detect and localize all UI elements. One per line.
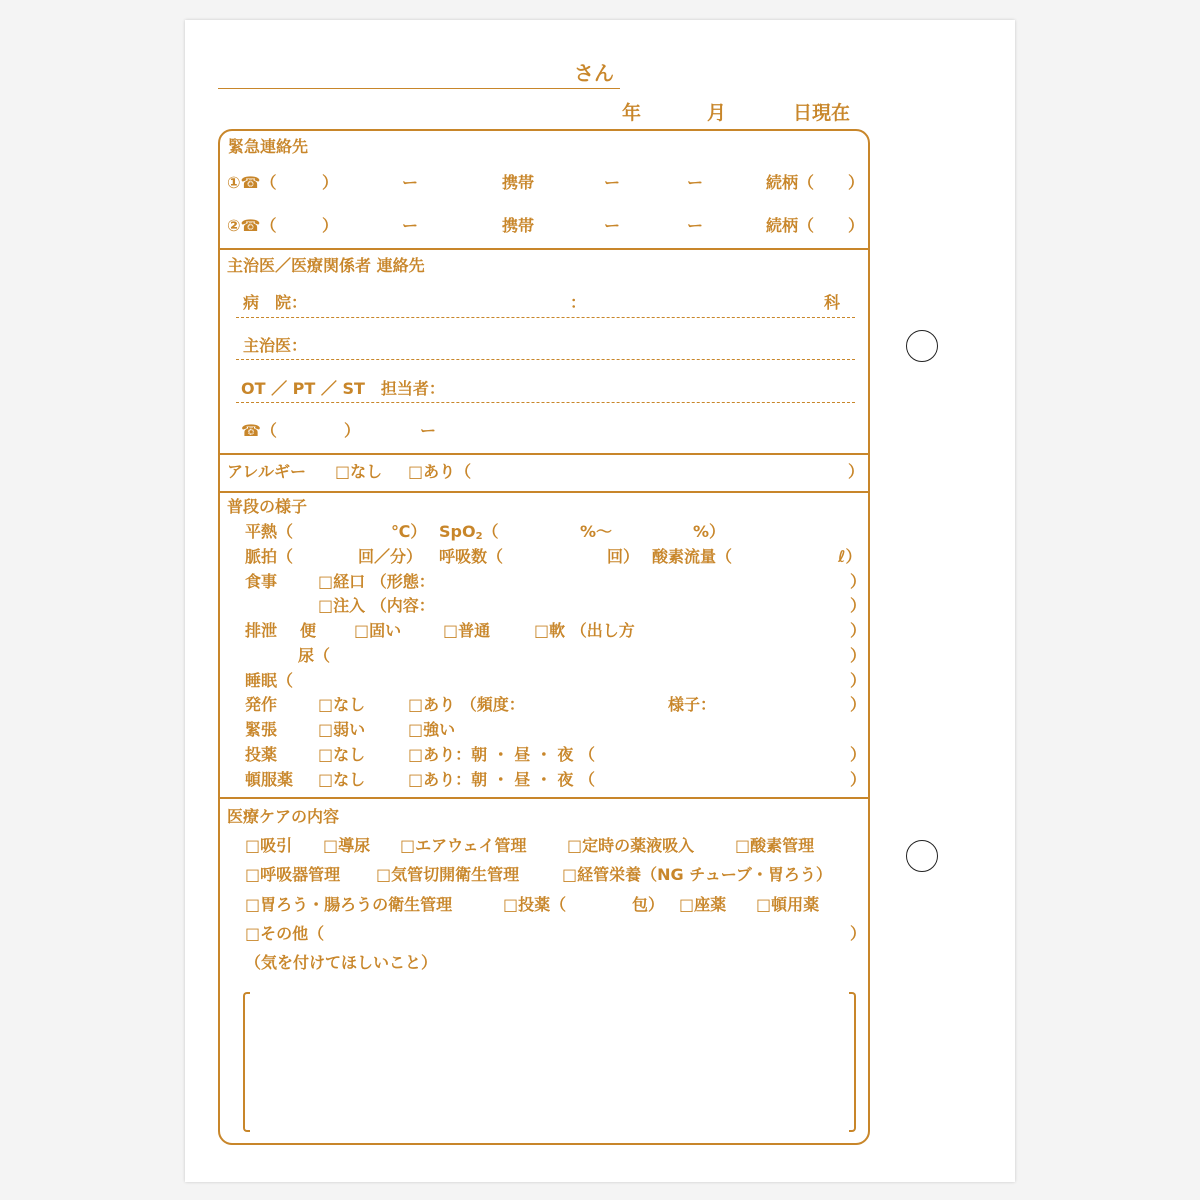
tension-weak-checkbox[interactable]: □弱い [318,720,366,739]
care-stoma-checkbox[interactable]: □胃ろう・腸ろうの衛生管理 [245,895,453,914]
daily-title: 普段の様子 [227,497,308,516]
doctor-phone-dash: ー [420,421,437,440]
seizure-label: 発作 [245,695,278,714]
care-other-close: ） [850,924,867,943]
care-tracheostomy-checkbox[interactable]: □気管切開衛生管理 [376,865,520,884]
allergy-close: ） [848,462,865,481]
stool-normal-checkbox[interactable]: □普通 [443,621,491,640]
stool-label: 便 [300,621,317,640]
care-other-checkbox[interactable]: □その他（ [245,924,325,943]
temp-unit: ℃） [391,522,427,541]
pulse-label: 脈拍（ [245,547,294,566]
care-suppository-checkbox[interactable]: □座薬 [679,895,727,914]
emergency-row1-relation-close: ） [848,173,865,192]
emergency-row2-dash2: ー [604,216,621,235]
sleep-close: ） [850,671,867,690]
spo2-pct: %〜 [580,522,613,541]
urine-label: 尿（ [298,646,331,665]
divider-doctor [219,453,870,455]
emergency-row2-prefix: ②☎（ [227,216,277,235]
care-airway-checkbox[interactable]: □エアウェイ管理 [400,836,527,855]
binder-hole-top [906,330,938,362]
spo2-close: %） [693,522,726,541]
care-title: 医療ケアの内容 [227,807,340,826]
therapist-line [236,402,855,403]
month-label: 月 [707,102,727,124]
pulse-unit: 回／分） [358,547,423,566]
year-label: 年 [622,102,642,124]
prn-none-checkbox[interactable]: □なし [318,770,366,789]
meal-tube-close: ） [850,596,867,615]
care-oxygen-checkbox[interactable]: □酸素管理 [735,836,815,855]
meds-label: 投薬 [245,745,278,764]
emergency-row2-paren: ） [322,216,339,235]
prn-close: ） [850,770,867,789]
allergy-none-checkbox[interactable]: □なし [335,462,383,481]
dept-label: 科 [824,293,841,312]
doctor-title: 主治医／医療関係者 連絡先 [227,256,425,275]
hospital-label: 病 院： [243,293,308,312]
resp-unit: 回） [607,547,640,566]
meal-label: 食事 [245,572,278,591]
spo2-label: SpO2（ [439,522,499,542]
therapist-label: OT ／ PT ／ ST 担当者： [241,379,445,398]
care-prn-checkbox[interactable]: □頓用薬 [756,895,820,914]
urine-close: ） [850,646,867,665]
emergency-row1-prefix: ①☎（ [227,173,277,192]
note-bracket-left [243,992,250,1132]
care-medication-checkbox[interactable]: □投薬（ [503,895,567,914]
divider-daily [219,797,870,799]
care-medication-unit: 包） [632,895,665,914]
seizure-none-checkbox[interactable]: □なし [318,695,366,714]
emergency-row2-dash3: ー [687,216,704,235]
emergency-row1-dash3: ー [687,173,704,192]
care-tube-feeding-checkbox[interactable]: □経管栄養（NG チューブ・胃ろう） [562,865,832,884]
emergency-row1-paren: ） [322,173,339,192]
emergency-row1-mobile: 携帯 [502,173,535,192]
meds-close: ） [850,745,867,764]
emergency-row2-relation: 続柄（ [766,216,815,235]
care-ventilator-checkbox[interactable]: □呼吸器管理 [245,865,341,884]
meal-oral-checkbox[interactable]: □経口 （形態： [318,572,435,591]
physician-label: 主治医： [243,336,308,355]
prn-label: 頓服薬 [245,770,294,789]
emergency-row2-mobile: 携帯 [502,216,535,235]
physician-line [236,359,855,360]
stool-hard-checkbox[interactable]: □固い [354,621,402,640]
name-underline [218,88,620,89]
emergency-row1-dash: ー [402,173,419,192]
care-catheter-checkbox[interactable]: □導尿 [323,836,371,855]
hospital-colon: ： [570,293,587,312]
meal-tube-checkbox[interactable]: □注入 （内容： [318,596,435,615]
emergency-row1-dash2: ー [604,173,621,192]
divider-emergency [219,248,870,250]
divider-allergy [219,491,870,493]
meds-none-checkbox[interactable]: □なし [318,745,366,764]
doctor-phone-open: ☎（ [241,421,277,440]
oxygen-label: 酸素流量（ [652,547,733,566]
emergency-title: 緊急連絡先 [228,137,309,156]
binder-hole-bottom [906,840,938,872]
emergency-row1-relation: 続柄（ [766,173,815,192]
emergency-row2-dash: ー [402,216,419,235]
seizure-yes-checkbox[interactable]: □あり （頻度： [408,695,525,714]
tension-label: 緊張 [245,720,278,739]
oxygen-unit: ℓ） [838,547,862,566]
allergy-yes-checkbox[interactable]: □あり（ [408,462,472,481]
doctor-phone-close: ） [344,421,361,440]
note-bracket-right [849,992,856,1132]
sleep-label: 睡眠（ [245,671,294,690]
care-note-label: （気を付けてほしいこと） [245,953,438,972]
care-suction-checkbox[interactable]: □吸引 [245,836,293,855]
hospital-line [236,317,855,318]
meds-yes-checkbox[interactable]: □あり：朝 ・ 昼 ・ 夜 （ [408,745,595,764]
seizure-state-label: 様子： [668,695,717,714]
seizure-close: ） [850,695,867,714]
allergy-label: アレルギー [227,462,306,481]
temp-label: 平熱（ [245,522,294,541]
san-label: さん [574,61,614,85]
day-current-label: 日現在 [793,102,851,124]
meal-oral-close: ） [850,572,867,591]
tension-strong-checkbox[interactable]: □強い [408,720,456,739]
excretion-label: 排泄 [245,621,278,640]
stool-soft-checkbox[interactable]: □軟 （出し方 [534,621,635,640]
stool-close: ） [850,621,867,640]
emergency-row2-relation-close: ） [848,216,865,235]
resp-label: 呼吸数（ [439,547,504,566]
prn-yes-checkbox[interactable]: □あり：朝 ・ 昼 ・ 夜 （ [408,770,595,789]
care-inhalation-checkbox[interactable]: □定時の薬液吸入 [567,836,695,855]
